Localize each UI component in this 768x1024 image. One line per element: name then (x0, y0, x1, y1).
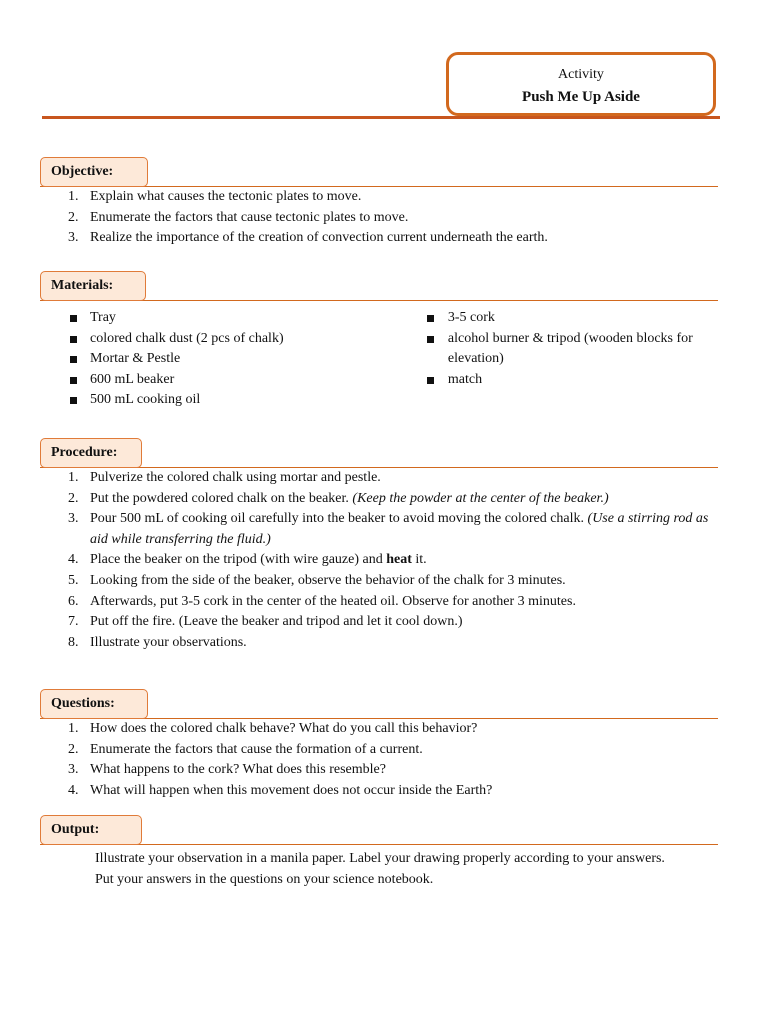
list-item: Explain what causes the tectonic plates to move. (90, 189, 362, 204)
list-item: Enumerate the factors that cause the formation of a current. (90, 741, 423, 757)
output-paragraph: Put your answers in the questions on your science notebook. (95, 872, 434, 887)
materials-label: Materials: (40, 271, 146, 301)
procedure-step: Looking from the side of the beaker, observe the behavior of the chalk for 3 minutes. (90, 572, 566, 588)
materials-lists (40, 308, 716, 411)
questions-header (40, 689, 716, 719)
procedure-header (40, 438, 716, 468)
materials-list-right (398, 308, 716, 411)
procedure-step: Place the beaker on the tripod (with wire gauze) and heat it. (90, 552, 427, 568)
materials-section (40, 271, 716, 411)
output-text (40, 848, 716, 890)
step-note: (Use a stirring rod as aid while transferring the fluid.) (90, 511, 709, 547)
activity-title-box (446, 52, 716, 116)
emphasis-heat: heat (386, 552, 412, 568)
list-item: 600 mL beaker (40, 370, 398, 391)
list-item: alcohol burner & tripod (wooden blocks for elevation) (398, 329, 716, 370)
activity-kicker: Activity (558, 67, 604, 82)
procedure-step: Put the powdered colored chalk on the beaker. (Keep the powder at the center of the beaker.) (90, 490, 609, 506)
list-item: match (398, 370, 716, 391)
list-item: 3-5 cork (398, 308, 716, 329)
procedure-list (40, 468, 716, 653)
output-paragraph: Illustrate your observation in a manila paper. Label your drawing properly according to your answers. (95, 851, 665, 866)
list-item: 500 mL cooking oil (40, 390, 398, 411)
procedure-step: Pour 500 mL of cooking oil carefully into the beaker to avoid moving the colored chalk. (Use a stirring rod as aid while transferring the fluid.) (90, 511, 709, 547)
objective-header (40, 157, 716, 187)
list-item: colored chalk dust (2 pcs of chalk) (40, 329, 398, 350)
list-item: Enumerate the factors that cause tectonic plates to move. (90, 209, 409, 225)
questions-list (40, 719, 716, 801)
activity-title: Push Me Up Aside (522, 89, 640, 105)
output-section (40, 815, 716, 890)
list-item: How does the colored chalk behave? What do you call this behavior? (90, 721, 478, 736)
objective-label: Objective: (40, 157, 148, 187)
procedure-step: Afterwards, put 3-5 cork in the center of the heated oil. Observe for another 3 minutes. (90, 593, 576, 609)
list-item: Tray (40, 308, 398, 329)
output-label: Output: (40, 815, 142, 845)
procedure-step: Illustrate your observations. (90, 634, 247, 650)
objective-section (40, 157, 716, 249)
list-item: What happens to the cork? What does this resemble? (90, 762, 386, 778)
header-rule (42, 116, 720, 119)
procedure-step: Pulverize the colored chalk using mortar and pestle. (90, 470, 381, 485)
list-item: Mortar & Pestle (40, 349, 398, 370)
procedure-section (40, 438, 716, 653)
materials-header (40, 271, 716, 301)
questions-section (40, 689, 716, 801)
step-note: (Keep the powder at the center of the beaker.) (352, 490, 609, 506)
questions-label: Questions: (40, 689, 148, 719)
output-header (40, 815, 716, 845)
list-item: Realize the importance of the creation of convection current underneath the earth. (90, 230, 548, 246)
objective-list (40, 187, 716, 249)
procedure-step: Put off the fire. (Leave the beaker and tripod and let it cool down.) (90, 614, 463, 630)
list-item: What will happen when this movement does not occur inside the Earth? (90, 782, 493, 798)
materials-list-left (40, 308, 398, 411)
procedure-label: Procedure: (40, 438, 142, 468)
